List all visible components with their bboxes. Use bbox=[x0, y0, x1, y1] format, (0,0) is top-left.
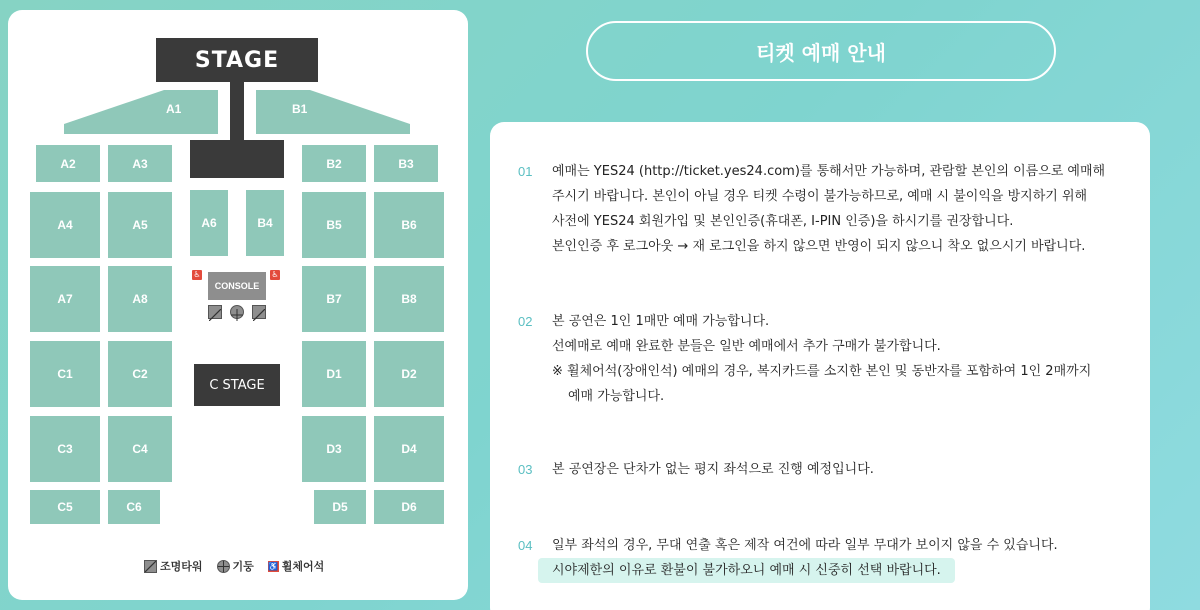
section-C6-label: C6 bbox=[126, 500, 142, 514]
section-A5[interactable] bbox=[108, 192, 172, 258]
info-item-02 bbox=[518, 309, 1091, 409]
info-line: 예매 가능합니다. bbox=[568, 389, 665, 404]
seat-map-panel bbox=[8, 10, 468, 600]
console bbox=[208, 272, 266, 300]
info-line: ※ 휠체어석(장애인석) 예매의 경우, 복지카드를 소지한 본인 및 동반자를 포함하여 1인 2매까지 bbox=[552, 364, 1092, 379]
section-B3[interactable] bbox=[374, 145, 438, 182]
section-C4[interactable] bbox=[108, 416, 172, 482]
section-B1-label: B1 bbox=[292, 102, 308, 116]
c-stage-label: C STAGE bbox=[209, 377, 265, 393]
section-D5[interactable] bbox=[314, 490, 366, 524]
legend-lighting-tower bbox=[144, 558, 203, 574]
section-D2[interactable] bbox=[374, 341, 444, 407]
section-D3[interactable] bbox=[302, 416, 366, 482]
page-title bbox=[586, 21, 1056, 81]
section-A3[interactable] bbox=[108, 145, 172, 182]
section-C2-label: C2 bbox=[132, 367, 148, 381]
section-B5[interactable] bbox=[302, 192, 366, 258]
section-A2[interactable] bbox=[36, 145, 100, 182]
info-line: 본 공연장은 단차가 없는 평지 좌석으로 진행 예정입니다. bbox=[552, 462, 874, 477]
info-line: 일부 좌석의 경우, 무대 연출 혹은 제작 여건에 따라 일부 무대가 보이지 않을 수 있습니다. bbox=[552, 538, 1058, 553]
section-C3-label: C3 bbox=[57, 442, 73, 456]
legend-wheelchair-label: 휠체어석 bbox=[281, 561, 325, 573]
section-C5[interactable] bbox=[30, 490, 100, 524]
section-B6-label: B6 bbox=[401, 218, 417, 232]
section-B2-label: B2 bbox=[326, 156, 342, 171]
section-D4-label: D4 bbox=[401, 442, 417, 456]
stage-extension bbox=[190, 140, 284, 178]
section-A4[interactable] bbox=[30, 192, 100, 258]
info-item-number: 03 bbox=[518, 462, 533, 477]
section-A5-label: A5 bbox=[132, 218, 148, 232]
section-A7[interactable] bbox=[30, 266, 100, 332]
lighting-tower-icon bbox=[208, 305, 222, 319]
section-A6-label: A6 bbox=[201, 216, 217, 230]
info-item-01 bbox=[518, 159, 1105, 259]
page-title-label: 티켓 예매 안내 bbox=[756, 40, 886, 65]
section-A1[interactable] bbox=[64, 90, 218, 134]
section-B6[interactable] bbox=[374, 192, 444, 258]
section-C3[interactable] bbox=[30, 416, 100, 482]
section-C6[interactable] bbox=[108, 490, 160, 524]
section-B8[interactable] bbox=[374, 266, 444, 332]
section-C2[interactable] bbox=[108, 341, 172, 407]
section-B7[interactable] bbox=[302, 266, 366, 332]
section-C1-label: C1 bbox=[57, 367, 73, 381]
info-line: 주시기 바랍니다. 본인이 아닐 경우 티켓 수령이 불가능하므로, 예매 시 불이익을 방지하기 위해 bbox=[552, 189, 1088, 204]
c-stage bbox=[194, 364, 280, 406]
info-item-number: 04 bbox=[518, 538, 533, 553]
section-C5-label: C5 bbox=[57, 500, 73, 514]
section-A4-label: A4 bbox=[57, 218, 73, 232]
section-B4[interactable] bbox=[246, 190, 284, 256]
info-card bbox=[490, 122, 1150, 610]
info-line: 예매는 YES24 (http://ticket.yes24.com)를 통해서만 가능하며, 관람할 본인의 이름으로 예매해 bbox=[552, 164, 1106, 179]
section-A6[interactable] bbox=[190, 190, 228, 256]
info-line: 선예매로 예매 완료한 분들은 일반 예매에서 추가 구매가 불가합니다. bbox=[552, 339, 941, 354]
section-B5-label: B5 bbox=[326, 218, 342, 232]
section-D5-label: D5 bbox=[332, 500, 348, 514]
legend bbox=[144, 558, 324, 574]
section-B4-label: B4 bbox=[257, 216, 273, 230]
legend-pillar-label: 기둥 bbox=[232, 561, 254, 573]
section-D3-label: D3 bbox=[326, 442, 342, 456]
section-B2[interactable] bbox=[302, 145, 366, 182]
section-C4-label: C4 bbox=[132, 442, 148, 456]
info-item-number: 01 bbox=[518, 164, 533, 179]
section-D1-label: D1 bbox=[326, 367, 342, 381]
section-D1[interactable] bbox=[302, 341, 366, 407]
wheelchair-icon: ♿ bbox=[193, 270, 201, 279]
section-B1[interactable] bbox=[256, 90, 410, 134]
info-item-number: 02 bbox=[518, 314, 533, 329]
section-A2-label: A2 bbox=[60, 156, 76, 171]
info-line-highlighted: 시야제한의 이유로 환불이 불가하오니 예매 시 신중히 선택 바랍니다. bbox=[538, 558, 955, 583]
section-C1[interactable] bbox=[30, 341, 100, 407]
section-B8-label: B8 bbox=[401, 292, 417, 306]
section-D4[interactable] bbox=[374, 416, 444, 482]
pillar-icon bbox=[230, 305, 244, 319]
info-line: 본인인증 후 로그아웃 → 재 로그인을 하지 않으면 반영이 되지 않으니 착오 없으시기 바랍니다. bbox=[552, 239, 1086, 254]
info-line: 사전에 YES24 회원가입 및 본인인증(휴대폰, I-PIN 인증)을 하시기를 권장합니다. bbox=[552, 214, 1014, 229]
section-A1-label: A1 bbox=[166, 102, 182, 116]
legend-lighting-tower-label: 조명타워 bbox=[160, 561, 203, 573]
legend-wheelchair bbox=[268, 558, 325, 574]
section-D6[interactable] bbox=[374, 490, 444, 524]
console-label: CONSOLE bbox=[214, 281, 260, 291]
info-item-03 bbox=[518, 457, 874, 482]
lighting-tower-icon bbox=[252, 305, 266, 319]
legend-pillar bbox=[217, 558, 254, 574]
main-stage-label: STAGE bbox=[194, 47, 280, 73]
section-D6-label: D6 bbox=[401, 500, 417, 514]
section-A8-label: A8 bbox=[132, 292, 148, 306]
lighting-tower-icon bbox=[144, 560, 157, 573]
info-item-04 bbox=[518, 533, 1058, 583]
pillar-icon bbox=[217, 560, 230, 573]
section-B3-label: B3 bbox=[398, 156, 414, 171]
main-stage bbox=[156, 38, 318, 82]
wheelchair-icon: ♿ bbox=[268, 561, 279, 571]
section-A3-label: A3 bbox=[132, 156, 148, 171]
section-D2-label: D2 bbox=[401, 367, 417, 381]
section-A7-label: A7 bbox=[57, 292, 73, 306]
section-B7-label: B7 bbox=[326, 292, 342, 306]
info-line: 본 공연은 1인 1매만 예매 가능합니다. bbox=[552, 314, 770, 329]
section-A8[interactable] bbox=[108, 266, 172, 332]
wheelchair-icon: ♿ bbox=[271, 270, 279, 279]
